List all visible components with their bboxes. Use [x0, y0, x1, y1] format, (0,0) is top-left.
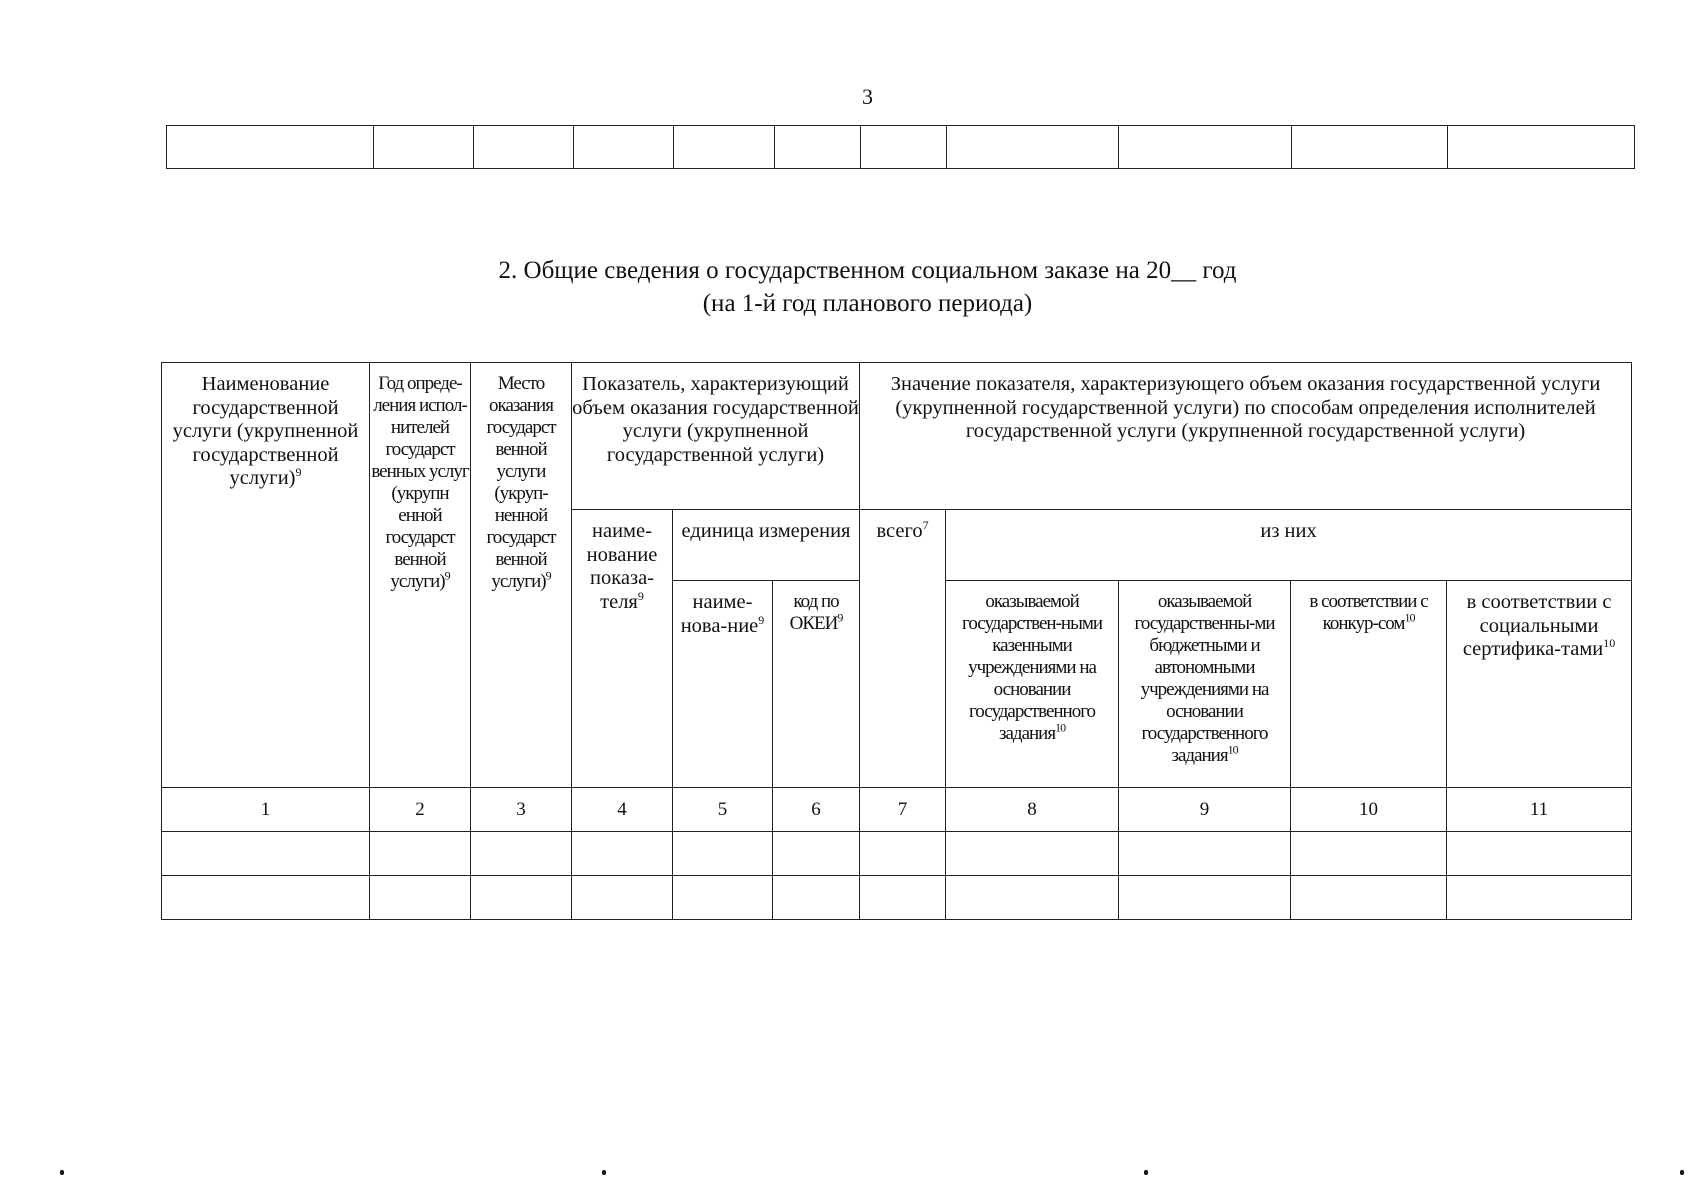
- table-cell: [162, 832, 370, 876]
- table-cell: [572, 832, 673, 876]
- header-unit-name: наиме-нова-ние$^9$: [673, 581, 773, 788]
- column-number: 2: [370, 788, 471, 832]
- column-numbers-row: [162, 788, 1632, 832]
- table-cell: [946, 832, 1119, 876]
- header-service-place: Место оказания государст венной услуги (укруп-ненной государст венной услуги)$^9$: [471, 363, 572, 788]
- column-number: 7: [860, 788, 946, 832]
- table-cell: [775, 126, 861, 169]
- column-number: 3: [471, 788, 572, 832]
- page-number: 3: [862, 84, 873, 109]
- header-of-them: из них: [946, 510, 1632, 581]
- table-cell: [947, 126, 1119, 169]
- table-cell: [860, 876, 946, 920]
- table-cell: [773, 832, 860, 876]
- header-value-group: Значение показателя, характеризующего объем оказания государственной услуги (укрупненной государственной услуги) по способам определения исполнителей государственной услуги (укрупненной государственной услуги): [860, 363, 1632, 510]
- table-cell: [1448, 126, 1635, 169]
- social-order-table: [161, 362, 1632, 920]
- table-row: [162, 832, 1632, 876]
- table-cell: [1291, 876, 1447, 920]
- column-number: 6: [773, 788, 860, 832]
- table-cell: [1447, 876, 1632, 920]
- header-unit-group: единица измерения: [673, 510, 860, 581]
- scan-dot: [60, 1170, 64, 1175]
- scan-dot: [602, 1170, 606, 1175]
- table-cell: [471, 876, 572, 920]
- header-determination-year: Год опреде-ления испол-нителей государст венных услуг (укрупн енной государст венной услуги)$^9$: [370, 363, 471, 788]
- scan-dot: [1144, 1170, 1148, 1175]
- header-competition: в соответствии с конкур-сом$^{10}$: [1291, 581, 1447, 788]
- table-cell: [474, 126, 574, 169]
- table-cell: [1119, 876, 1291, 920]
- header-state-institutions: оказываемой государствен-ными казенными учреждениями на основании государственного задания$^{10}$: [946, 581, 1119, 788]
- column-number: 10: [1291, 788, 1447, 832]
- header-total: всего$^7$: [860, 510, 946, 788]
- section-title-line2: (на 1-й год планового периода): [702, 290, 1033, 317]
- column-number: 11: [1447, 788, 1632, 832]
- header-service-name: Наименование государственной услуги (укрупненной государственной услуги)$^9$: [162, 363, 370, 788]
- table-cell: [1292, 126, 1448, 169]
- scan-dot: [1680, 1170, 1684, 1175]
- table-cell: [773, 876, 860, 920]
- table-cell: [370, 832, 471, 876]
- table-cell: [572, 876, 673, 920]
- table-cell: [1447, 832, 1632, 876]
- header-indicator-name: наиме-нование показа-теля$^9$: [572, 510, 673, 788]
- table-cell: [167, 126, 374, 169]
- table-cell: [374, 126, 474, 169]
- section-title-line1: 2. Общие сведения о государственном социальном заказе на 20__ год: [498, 257, 1237, 284]
- table-row: [167, 126, 1635, 169]
- column-number: 4: [572, 788, 673, 832]
- header-row-1: [162, 363, 1632, 510]
- table-cell: [574, 126, 674, 169]
- table-cell: [1119, 126, 1292, 169]
- continued-table-fragment: [166, 125, 1635, 169]
- table-cell: [1119, 832, 1291, 876]
- column-number: 8: [946, 788, 1119, 832]
- table-cell: [162, 876, 370, 920]
- header-social-certificates: в соответствии с социальными сертифика-тами$^{10}$: [1447, 581, 1632, 788]
- table-cell: [673, 832, 773, 876]
- table-cell: [946, 876, 1119, 920]
- header-indicator-group: Показатель, характеризующий объем оказания государственной услуги (укрупненной государственной услуги): [572, 363, 860, 510]
- table-cell: [673, 876, 773, 920]
- column-number: 5: [673, 788, 773, 832]
- column-number: 9: [1119, 788, 1291, 832]
- table-cell: [370, 876, 471, 920]
- table-cell: [860, 832, 946, 876]
- table-cell: [674, 126, 775, 169]
- table-row: [162, 876, 1632, 920]
- section-title: [0, 254, 1693, 320]
- header-budget-institutions: оказываемой государственны-ми бюджетными и автономными учреждениями на основании государственного задания$^{10}$: [1119, 581, 1291, 788]
- header-okei-code: код по ОКЕИ$^9$: [773, 581, 860, 788]
- column-number: 1: [162, 788, 370, 832]
- table-cell: [471, 832, 572, 876]
- table-cell: [1291, 832, 1447, 876]
- table-cell: [861, 126, 947, 169]
